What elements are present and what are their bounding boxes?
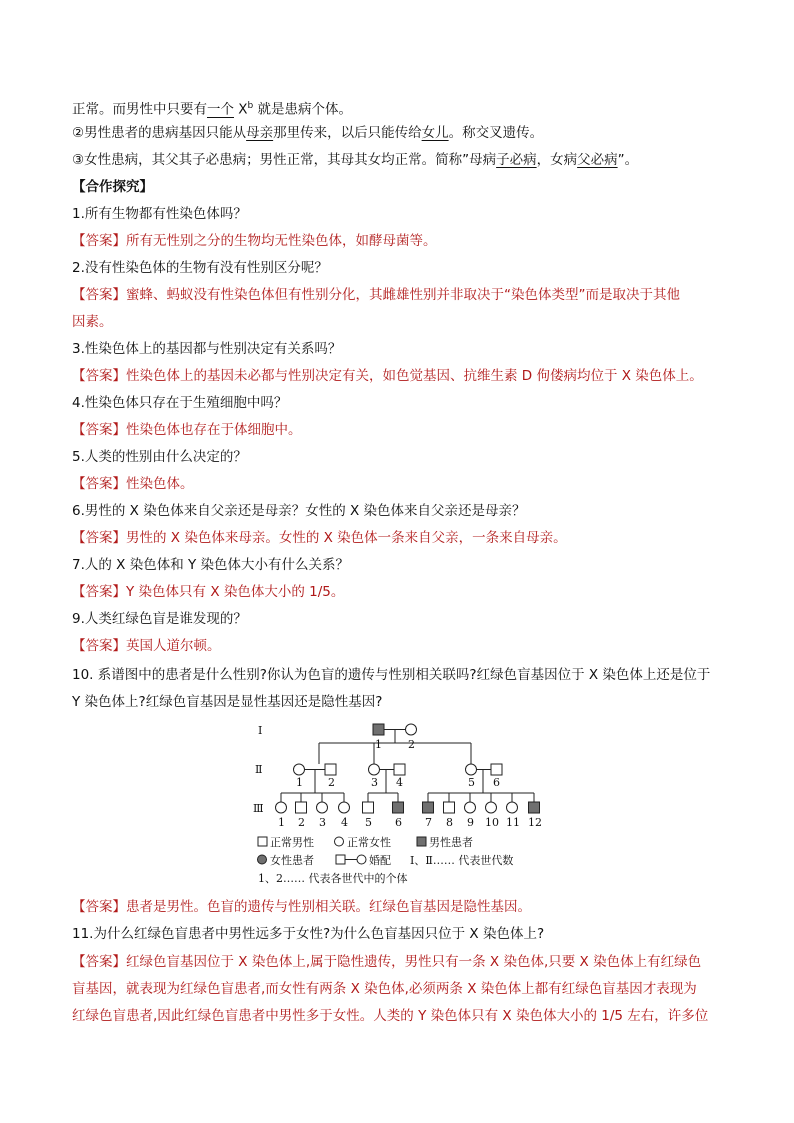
answer-tag: 【答案】 <box>72 368 126 384</box>
gen3-normal-female <box>276 802 287 813</box>
gen2-normal-male <box>325 764 336 775</box>
text: ，女病 <box>536 152 578 168</box>
gen3-affected-male <box>393 802 404 813</box>
individual-number: 2 <box>328 776 335 789</box>
individual-number: 11 <box>506 816 520 829</box>
answer-text: 红绿色盲患者,因此红绿色盲患者中男性多于女性。人类的 Y 染色体只有 X 染色体大小的 1/5 左右，许多位 <box>72 1008 709 1024</box>
gen3-normal-female <box>317 802 328 813</box>
question-10-cont: Y 染色体上?红绿色盲基因是显性基因还是隐性基因? <box>72 694 383 710</box>
answer-tag: 【答案】 <box>72 422 126 438</box>
question-4: 4.性染色体只存在于生殖细胞中吗？ <box>72 395 288 411</box>
pedigree-diagram <box>250 718 550 888</box>
gen2-normal-female <box>369 764 380 775</box>
text: 。称交叉遗传。 <box>448 125 544 141</box>
legend-normal-male-icon <box>258 837 267 846</box>
generation-label: Ⅰ <box>258 724 263 737</box>
superscript: b <box>247 101 254 111</box>
answer-text: 男性的 X 染色体来母亲。女性的 X 染色体一条来自父亲，一条来自母亲。 <box>126 530 567 546</box>
answer-text: 性染色体上的基因未必都与性别决定有关，如色觉基因、抗维生素 D 佝偻病均位于 X 染色体上。 <box>126 368 703 384</box>
gen1-normal-female <box>406 724 417 735</box>
legend-affected-male-icon <box>417 837 426 846</box>
individual-number: 10 <box>485 816 499 829</box>
legend-generations: Ⅰ、Ⅱ…… 代表世代数 <box>410 854 514 867</box>
answer-5 <box>72 474 732 494</box>
gen2-normal-male <box>491 764 502 775</box>
answer-text: 盲基因，就表现为红绿色盲患者,而女性有两条 X 染色体,必须两条 X 染色体上都有红绿色盲基因才表现为 <box>72 981 697 997</box>
answer-text: 患者是男性。色盲的遗传与性别相关联。红绿色盲基因是隐性基因。 <box>126 899 531 915</box>
answer-11-cont <box>72 1006 732 1026</box>
question-7: 7.人的 X 染色体和 Y 染色体大小有什么关系？ <box>72 557 350 573</box>
answer-text: 蜜蜂、蚂蚁没有性染色体但有性别分化，其雌雄性别并非取决于“染色体类型”而是取决于其他 <box>126 287 680 303</box>
individual-number: 7 <box>425 816 432 829</box>
legend-marriage-male-icon <box>336 855 345 864</box>
gen3-normal-male <box>444 802 455 813</box>
individual-number: 9 <box>467 816 474 829</box>
gen3-affected-male <box>423 802 434 813</box>
answer-1 <box>72 231 732 251</box>
question-9: 9.人类红绿色盲是谁发现的？ <box>72 611 247 627</box>
answer-text: 英国人道尔顿。 <box>126 638 221 654</box>
intro-line-2 <box>72 123 732 143</box>
generation-label: Ⅲ <box>253 802 264 815</box>
legend-affected-female-icon <box>258 855 267 864</box>
individual-number: 1 <box>375 738 382 751</box>
gen2-normal-male <box>394 764 405 775</box>
question-3: 3.性染色体上的基因都与性别决定有关系吗？ <box>72 341 342 357</box>
question-6: 6.男性的 X 染色体来自父亲还是母亲？女性的 X 染色体来自父亲还是母亲？ <box>72 503 526 519</box>
text: 就是患病个体。 <box>253 101 353 118</box>
generation-label: Ⅱ <box>255 763 263 776</box>
individual-number: 1 <box>278 816 285 829</box>
legend-marriage: 婚配 <box>369 854 391 867</box>
gen2-normal-female <box>466 764 477 775</box>
individual-number: 6 <box>493 776 500 789</box>
text: 那里传来，以后只能传给 <box>273 125 422 141</box>
underlined-text: 一个 <box>207 101 234 118</box>
individual-number: 3 <box>319 816 326 829</box>
gen3-normal-female <box>486 802 497 813</box>
gen3-normal-male <box>296 802 307 813</box>
question-10: 10. 系谱图中的患者是什么性别?你认为色盲的遗传与性别相关联吗?红绿色盲基因位于 X 染色体上还是位于 <box>72 667 711 683</box>
legend-normal-female-icon <box>335 837 344 846</box>
answer-tag: 【答案】 <box>72 899 126 915</box>
text: 正常。而男性中只要有 <box>72 101 207 118</box>
answer-tag: 【答案】 <box>72 638 126 654</box>
answer-text: 红绿色盲基因位于 X 染色体上,属于隐性遗传，男性只有一条 X 染色体,只要 X 染色体上有红绿色 <box>126 954 702 970</box>
legend-marriage-female-icon <box>357 855 366 864</box>
individual-number: 1 <box>296 776 303 789</box>
gen3-normal-male <box>363 802 374 813</box>
individual-number: 6 <box>395 816 402 829</box>
text: ②男性患者的患病基因只能从 <box>72 125 247 141</box>
underlined-text: 子必病 <box>496 152 537 168</box>
individual-number: 4 <box>341 816 348 829</box>
individual-number: 2 <box>408 738 415 751</box>
gen3-normal-female <box>465 802 476 813</box>
answer-tag: 【答案】 <box>72 584 126 600</box>
answer-text: 性染色体。 <box>126 476 194 492</box>
legend-individuals: 1、2…… 代表各世代中的个体 <box>258 872 408 885</box>
answer-2-cont <box>72 312 732 332</box>
answer-tag: 【答案】 <box>72 233 126 249</box>
answer-text: Y 染色体只有 X 染色体大小的 1/5。 <box>126 584 345 600</box>
gen2-normal-female <box>294 764 305 775</box>
answer-11-cont <box>72 979 732 999</box>
individual-number: 4 <box>396 776 403 789</box>
answer-text: 因素。 <box>72 314 113 330</box>
answer-2 <box>72 285 732 305</box>
gen1-affected-male <box>373 724 384 735</box>
individual-number: 12 <box>528 816 542 829</box>
answer-10 <box>72 897 732 917</box>
individual-number: 8 <box>446 816 453 829</box>
answer-tag: 【答案】 <box>72 530 126 546</box>
answer-3 <box>72 366 732 386</box>
legend-normal-male: 正常男性 <box>270 836 314 849</box>
gen3-affected-male <box>529 802 540 813</box>
answer-6 <box>72 528 732 548</box>
question-2: 2.没有性染色体的生物有没有性别区分呢？ <box>72 260 328 276</box>
underlined-text: 父必病 <box>577 152 618 168</box>
answer-text: 性染色体也存在于体细胞中。 <box>126 422 302 438</box>
answer-4 <box>72 420 732 440</box>
answer-tag: 【答案】 <box>72 954 126 970</box>
underlined-text: 女儿 <box>421 125 449 141</box>
intro-line-1 <box>72 96 732 120</box>
legend-affected-male: 男性患者 <box>429 836 473 849</box>
underlined-text: 母亲 <box>246 125 274 141</box>
question-5: 5.人类的性别由什么决定的？ <box>72 449 247 465</box>
text: ③女性患病，其父其子必患病；男性正常，其母其女均正常。简称”母病 <box>72 152 497 168</box>
individual-number: 3 <box>371 776 378 789</box>
section-title: 【合作探究】 <box>72 179 153 195</box>
text: X <box>234 101 248 118</box>
answer-text: 所有无性别之分的生物均无性染色体，如酵母菌等。 <box>126 233 437 249</box>
individual-number: 5 <box>365 816 372 829</box>
gen3-normal-female <box>339 802 350 813</box>
question-1: 1.所有生物都有性染色体吗？ <box>72 206 247 222</box>
intro-line-3 <box>72 150 732 170</box>
answer-11 <box>72 952 732 972</box>
legend-normal-female: 正常女性 <box>347 836 391 849</box>
text: ”。 <box>617 152 639 168</box>
legend-affected-female: 女性患者 <box>270 854 314 867</box>
individual-number: 5 <box>468 776 475 789</box>
individual-number: 2 <box>298 816 305 829</box>
answer-9 <box>72 636 732 656</box>
gen3-normal-female <box>507 802 518 813</box>
answer-7 <box>72 582 732 602</box>
answer-tag: 【答案】 <box>72 287 126 303</box>
question-11: 11.为什么红绿色盲患者中男性远多于女性?为什么色盲基因只位于 X 染色体上? <box>72 926 545 942</box>
answer-tag: 【答案】 <box>72 476 126 492</box>
